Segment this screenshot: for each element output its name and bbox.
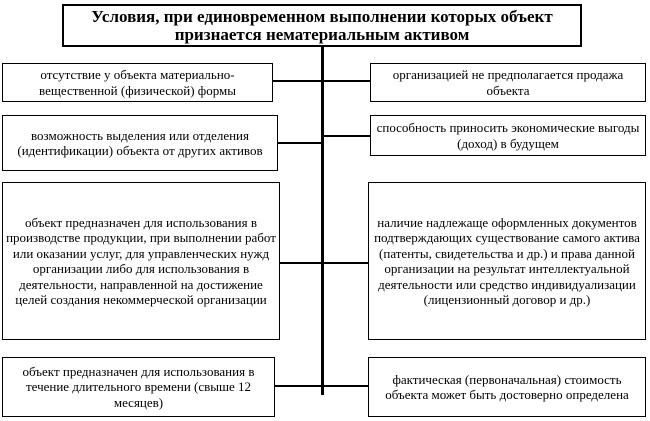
condition-box-right-3 (368, 182, 646, 340)
condition-text: отсутствие у объекта материально-вещественной (физической) формы (39, 67, 236, 98)
condition-box-right-1 (370, 63, 646, 102)
condition-text: наличие надлежаще оформленных документов подтверждающих существование самого актива (патенты, свидетельства и др.) и права данной организации на результат интеллектуальной деятельности или средство индивидуализации (лицензионный договор и др.) (374, 214, 640, 307)
connector-right-4 (323, 385, 368, 387)
condition-text: фактическая (первоначальная) стоимость объекта может быть достоверно определена (385, 371, 629, 402)
connector-right-2 (323, 135, 370, 137)
condition-box-left-1 (2, 63, 273, 102)
condition-box-left-3 (2, 182, 280, 340)
condition-text: организацией не предполагается продажа объекта (392, 67, 624, 98)
connector-left-3 (280, 262, 323, 264)
condition-box-right-4 (368, 357, 646, 417)
connector-left-4 (275, 385, 323, 387)
connector-right-3 (323, 262, 368, 264)
diagram-title-text: Условия, при единовременном выполнении которых объект признается нематериальным активом (91, 6, 553, 44)
connector-left-2 (278, 142, 323, 144)
connector-left-1 (273, 80, 323, 82)
condition-text: способность приносить экономические выгоды (доход) в будущем (376, 120, 640, 151)
condition-text: возможность выделения или отделения (идентификации) объекта от других активов (17, 127, 263, 158)
condition-text: объект предназначен для использования в производстве продукции, при выполнении работ или оказании услуг, для управленческих нужд организации либо для использования в деятельности, направленной на достижение целей создания некоммерческой организации (6, 214, 276, 307)
condition-box-left-2 (2, 115, 278, 171)
condition-box-left-4 (2, 357, 275, 417)
connector-right-1 (323, 80, 370, 82)
condition-text: объект предназначен для использования в течение длительного времени (свыше 12 месяцев) (22, 363, 255, 410)
condition-box-right-2 (370, 115, 646, 156)
diagram-title (62, 4, 582, 47)
central-connector-line (321, 45, 324, 395)
